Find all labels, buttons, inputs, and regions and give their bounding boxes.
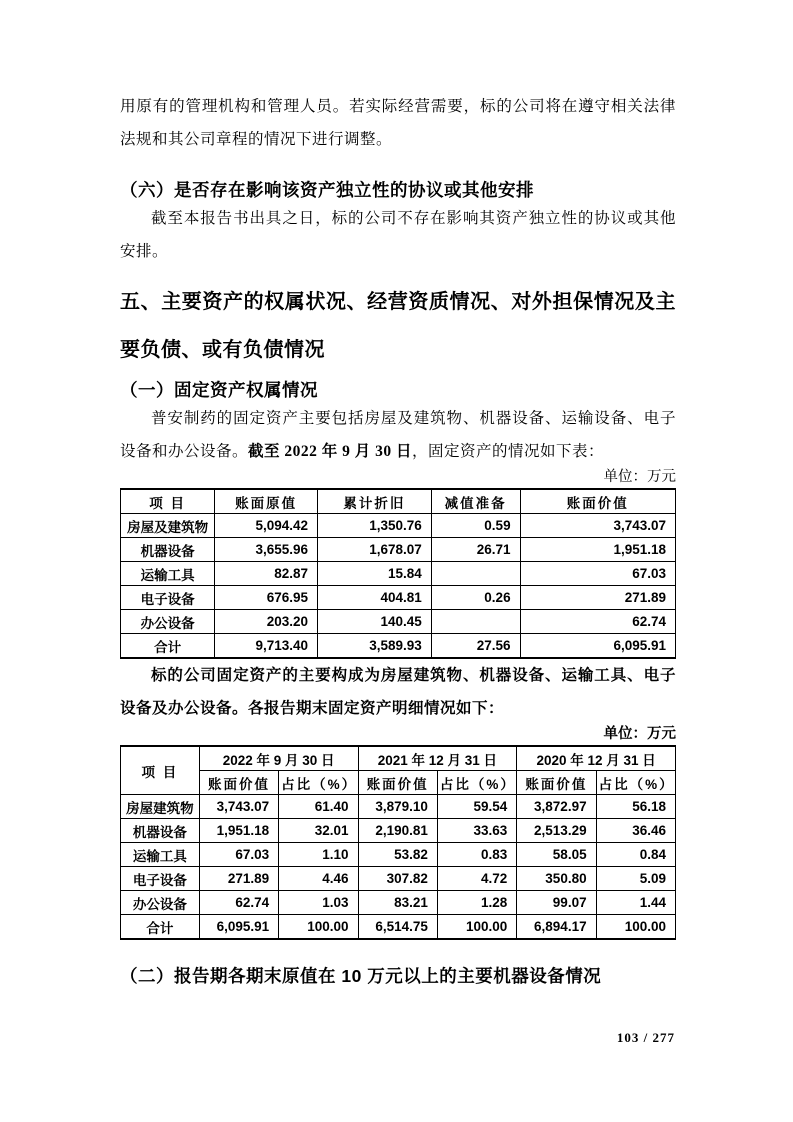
row-label: 电子设备 [121, 586, 215, 610]
table-cell: 2,513.29 [517, 819, 596, 843]
table-row [121, 819, 676, 843]
table-cell: 350.80 [517, 867, 596, 891]
unit-label-table1: 单位：万元 [603, 469, 676, 485]
table-cell: 3,655.96 [215, 538, 318, 562]
table-cell: 1,951.18 [520, 538, 675, 562]
paragraph-composition: 标的公司固定资产的主要构成为房屋建筑物、机器设备、运输工具、电子设备及办公设备。各报告期末固定资产明细情况如下： [120, 667, 676, 717]
table-cell: 1,350.76 [318, 514, 432, 538]
table-cell: 5.09 [596, 867, 675, 891]
table-cell: 3,872.97 [517, 795, 596, 819]
table-cell: 83.21 [358, 891, 437, 915]
table-cell: 676.95 [215, 586, 318, 610]
col-header-book-value: 账面价值 [199, 771, 278, 795]
table-row [121, 514, 676, 538]
table-cell: 404.81 [318, 586, 432, 610]
table-row [121, 867, 676, 891]
row-label: 合计 [121, 915, 200, 940]
fixed-assets-detail-table [120, 745, 676, 940]
table-cell: 61.40 [279, 795, 358, 819]
table-cell: 36.46 [596, 819, 675, 843]
table-cell: 0.83 [437, 843, 516, 867]
page-number: 103 / 277 [616, 1030, 675, 1045]
table-cell [431, 562, 520, 586]
col-group-2020: 2020 年 12 月 31 日 [517, 746, 676, 771]
table-cell: 0.59 [431, 514, 520, 538]
table-cell: 203.20 [215, 610, 318, 634]
table-subheader-row [121, 771, 676, 795]
table-row [121, 562, 676, 586]
table-cell: 67.03 [520, 562, 675, 586]
table-row [121, 610, 676, 634]
col-header-book-value: 账面价值 [517, 771, 596, 795]
col-header-ratio: 占比（%） [279, 771, 358, 795]
table-cell: 32.01 [279, 819, 358, 843]
col-header-depreciation: 累计折旧 [318, 489, 432, 514]
col-header-item: 项 目 [121, 489, 215, 514]
paragraph-continued: 用原有的管理机构和管理人员。若实际经营需要，标的公司将在遵守相关法律法规和其公司章程的情况下进行调整。 [120, 98, 676, 148]
col-header-book-value: 账面价值 [358, 771, 437, 795]
table-cell: 6,095.91 [520, 634, 675, 659]
table-cell: 6,095.91 [199, 915, 278, 940]
table-cell: 27.56 [431, 634, 520, 659]
table-row [121, 843, 676, 867]
row-label: 机器设备 [121, 819, 200, 843]
table-cell: 58.05 [517, 843, 596, 867]
table-cell: 53.82 [358, 843, 437, 867]
col-header-book-value: 账面价值 [520, 489, 675, 514]
row-label: 房屋及建筑物 [121, 514, 215, 538]
row-label: 机器设备 [121, 538, 215, 562]
col-header-item: 项 目 [121, 746, 200, 795]
heading-chapter-5: 五、主要资产的权属状况、经营资质情况、对外担保情况及主要负债、或有负债情况 [120, 291, 676, 361]
table-row [121, 538, 676, 562]
heading-section-6: （六）是否存在影响该资产独立性的协议或其他安排 [120, 180, 534, 200]
table-total-row [121, 634, 676, 659]
table-cell: 3,743.07 [199, 795, 278, 819]
row-label: 运输工具 [121, 843, 200, 867]
row-label: 合计 [121, 634, 215, 659]
row-label: 房屋建筑物 [121, 795, 200, 819]
table-cell: 100.00 [437, 915, 516, 940]
table-cell: 2,190.81 [358, 819, 437, 843]
table-cell: 6,894.17 [517, 915, 596, 940]
table-total-row [121, 915, 676, 940]
table-cell: 100.00 [596, 915, 675, 940]
intro-text-prefix: 普安制药的固定资产主要包括房屋及建筑物、机器设备、运输设备、电子设备和办公设备。 [120, 410, 676, 460]
table-cell: 59.54 [437, 795, 516, 819]
col-group-2021: 2021 年 12 月 31 日 [358, 746, 517, 771]
table-cell: 271.89 [520, 586, 675, 610]
table-cell: 67.03 [199, 843, 278, 867]
table-cell: 1.03 [279, 891, 358, 915]
table-cell: 100.00 [279, 915, 358, 940]
heading-subsection-1: （一）固定资产权属情况 [120, 380, 318, 400]
table-cell: 15.84 [318, 562, 432, 586]
row-label: 办公设备 [121, 891, 200, 915]
table-cell [431, 610, 520, 634]
table-cell: 271.89 [199, 867, 278, 891]
table-cell: 26.71 [431, 538, 520, 562]
table-cell: 5,094.42 [215, 514, 318, 538]
intro-bold-date: 截至 2022 年 9 月 30 日 [248, 443, 413, 460]
table-cell: 1.28 [437, 891, 516, 915]
table-row [121, 891, 676, 915]
table-cell: 6,514.75 [358, 915, 437, 940]
row-label: 电子设备 [121, 867, 200, 891]
table-cell: 3,879.10 [358, 795, 437, 819]
table-cell: 1,951.18 [199, 819, 278, 843]
table-cell: 0.84 [596, 843, 675, 867]
col-header-original-value: 账面原值 [215, 489, 318, 514]
table-cell: 4.72 [437, 867, 516, 891]
table-row [121, 795, 676, 819]
table-cell: 4.46 [279, 867, 358, 891]
table-cell: 99.07 [517, 891, 596, 915]
table-row [121, 586, 676, 610]
paragraph-independence: 截至本报告书出具之日，标的公司不存在影响其资产独立性的协议或其他安排。 [120, 210, 676, 260]
paragraph-fixed-assets-intro [120, 402, 676, 468]
table-cell: 1.10 [279, 843, 358, 867]
table-cell: 62.74 [520, 610, 675, 634]
table-cell: 33.63 [437, 819, 516, 843]
table-cell: 1,678.07 [318, 538, 432, 562]
col-header-ratio: 占比（%） [596, 771, 675, 795]
table-cell: 0.26 [431, 586, 520, 610]
row-label: 运输工具 [121, 562, 215, 586]
table-cell: 3,743.07 [520, 514, 675, 538]
table-cell: 307.82 [358, 867, 437, 891]
col-header-ratio: 占比（%） [437, 771, 516, 795]
table-cell: 3,589.93 [318, 634, 432, 659]
intro-text-suffix: ，固定资产的情况如下表： [412, 443, 605, 460]
table-cell: 82.87 [215, 562, 318, 586]
row-label: 办公设备 [121, 610, 215, 634]
col-group-2022: 2022 年 9 月 30 日 [199, 746, 358, 771]
heading-subsection-2: （二）报告期各期末原值在 10 万元以上的主要机器设备情况 [120, 966, 602, 986]
unit-label-table2: 单位：万元 [603, 726, 676, 742]
table-cell: 1.44 [596, 891, 675, 915]
table-cell: 62.74 [199, 891, 278, 915]
table-cell: 9,713.40 [215, 634, 318, 659]
fixed-assets-summary-table [120, 488, 676, 659]
table-cell: 56.18 [596, 795, 675, 819]
table-header-row [121, 489, 676, 514]
table-cell: 140.45 [318, 610, 432, 634]
table-group-header-row [121, 746, 676, 771]
col-header-impairment: 减值准备 [431, 489, 520, 514]
